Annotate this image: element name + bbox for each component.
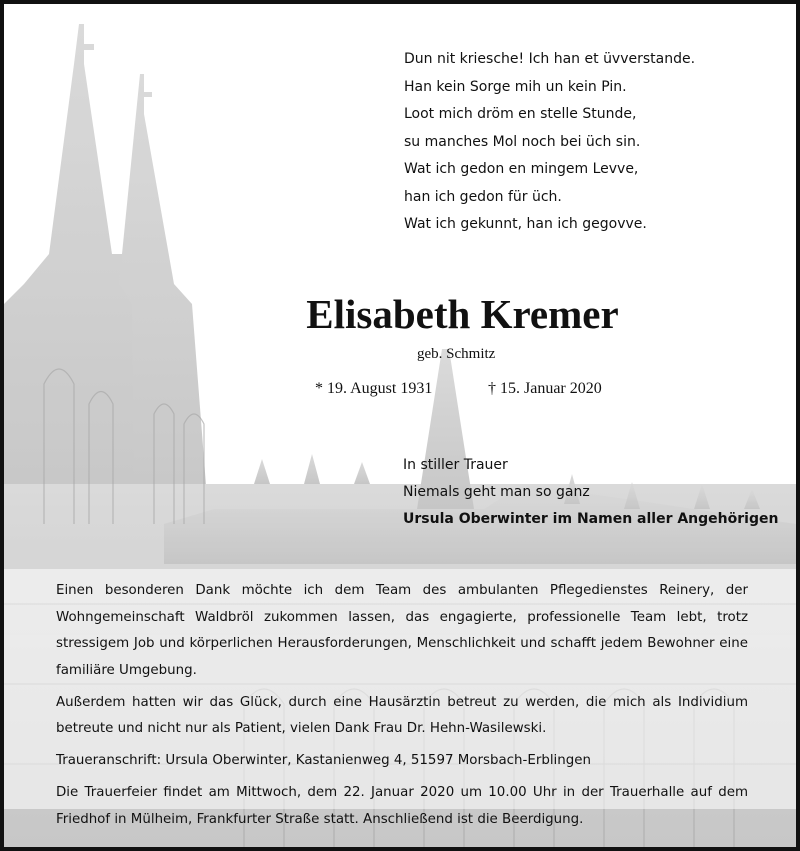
death-date: † 15. Januar 2020 <box>488 380 602 397</box>
funeral-info: Die Trauerfeier findet am Mittwoch, dem 22. Januar 2020 um 10.00 Uhr in der Trauerhalle auf dem Friedhof in Mülheim, Frankfurter Straße statt. Anschließend ist die Beerdigung. <box>56 785 748 827</box>
thanks-paragraph: Einen besonderen Dank möchte ich dem Team des ambulanten Pflegedienstes Reinery, der Wohngemeinschaft Waldbröl zukommen lassen, das engagierte, professionelle Team lebt, trotz stressigem Job und körperlichen Herausforderungen, Menschlichkeit und schafft jedem Bewohner eine familiäre Umgebung. <box>56 583 748 678</box>
birth-name: geb. Schmitz <box>417 346 496 362</box>
mourning-line: In stiller Trauer <box>403 457 508 473</box>
deceased-name: Elisabeth Kremer <box>306 291 619 337</box>
mourning-line: Niemals geht man so ganz <box>403 484 590 500</box>
poem <box>404 46 784 239</box>
mourning-address: Traueranschrift: Ursula Oberwinter, Kastanienweg 4, 51597 Morsbach-Erblingen <box>56 753 591 768</box>
thanks-paragraph: Außerdem hatten wir das Glück, durch eine Hausärztin betreut zu werden, die mich als Individium betreute und nicht nur als Patient, vielen Dank Frau Dr. Hehn-Wasilewski. <box>56 694 748 736</box>
poem-line: Han kein Sorge mih un kein Pin. <box>404 78 627 95</box>
poem-line: Wat ich gedon en mingem Levve, <box>404 161 639 177</box>
poem-line: Dun nit kriesche! Ich han et üvverstande. <box>404 51 696 67</box>
poem-line: su manches Mol noch bei üch sin. <box>404 133 641 150</box>
notice-body <box>56 578 748 839</box>
mourners-block <box>403 452 783 533</box>
birth-date: * 19. August 1931 <box>315 380 433 397</box>
poem-line: han ich gedon für üch. <box>404 188 562 205</box>
poem-line: Loot mich dröm en stelle Stunde, <box>404 106 637 122</box>
poem-line: Wat ich gekunnt, han ich gegovve. <box>404 216 647 232</box>
mourner-signature: Ursula Oberwinter im Namen aller Angehörigen <box>403 511 779 527</box>
